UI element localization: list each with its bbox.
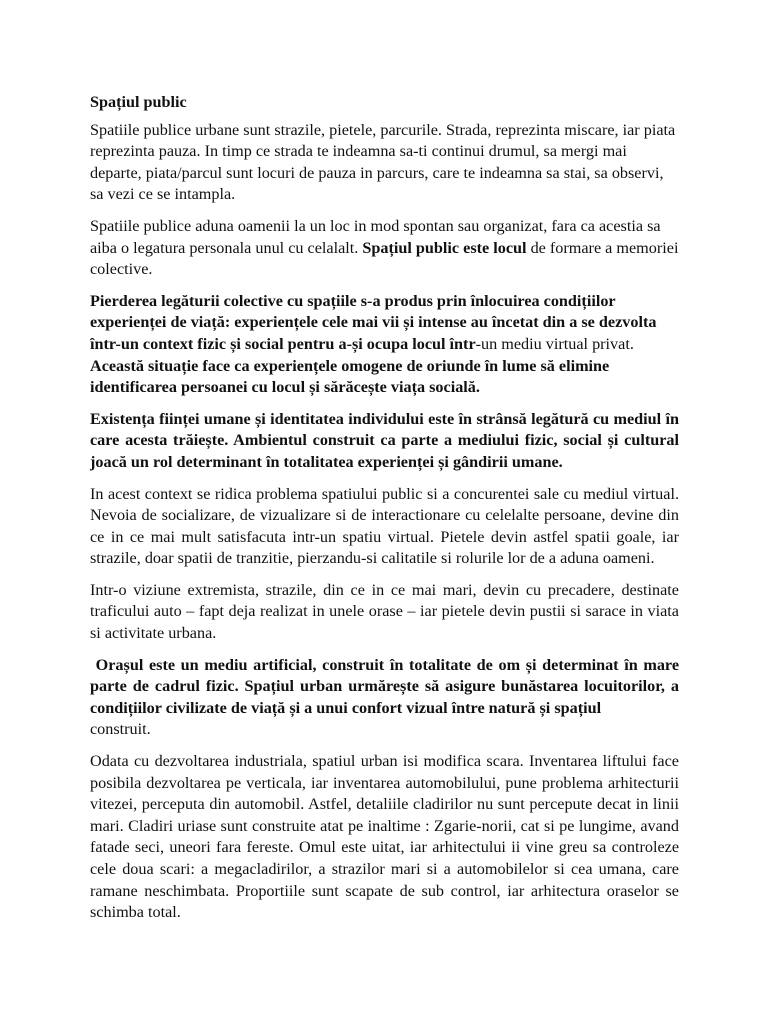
- paragraph-4: Existența ființei umane și identitatea individului este în strânsă legătură cu mediul în care acesta trăiește. Ambientul construit ca parte a mediului fizic, social și cultural joacă un rol determinant în totalitatea experienței și gândirii umane.: [90, 409, 679, 471]
- paragraph-2-bold: Spațiul public este locul: [362, 238, 527, 257]
- paragraph-5: In acest context se ridica problema spatiului public si a concurentei sale cu mediul virtual. Nevoia de socializare, de vizualizare si de interactionare cu celelalte persoane, devine din ce in ce mai mult satisfacuta intr-un spatiu virtual. Pietele devin astfel spatii goale, iar strazile, doar spatii de tranzitie, pierzandu-si calitatile si rolurile lor de a aduna oameni.: [90, 484, 679, 568]
- document-title: Spațiul public: [90, 93, 187, 111]
- paragraph-8: Odata cu dezvoltarea industriala, spatiul urban isi modifica scara. Inventarea liftului face posibila dezvoltarea pe verticala, iar inventarea automobilului, pune problema arhitecturii vitezei, perceputa din automobil. Astfel, detaliile cladirilor nu sunt percepute decat in linii mari. Cladiri uriase sunt construite atat pe inaltime : Zgarie-norii, cat si pe lungime, avand fatade seci, uneori fara fereste. Omul este uitat, iar arhitectului ii vine greu sa controleze cele doua scari: a megacladirilor, a strazilor mari si a automobilelor si cea umana, care ramane neschimbata. Proportiile sunt scapate de sub control, iar arhitectura oraselor se schimba total.: [90, 752, 679, 922]
- paragraph-3-regular: -un mediu virtual privat.: [475, 334, 634, 353]
- paragraph-2-text: Spatiile publice aduna oamenii la un loc in mod spontan sau organizat, fara ca acestia sa aiba o legatura personala unul cu celalalt.: [90, 216, 661, 257]
- paragraph-7-bold: Orașul este un mediu artificial, construit în totalitate de om și determinat în mare parte de cadrul fizic. Spațiul urban urmărește să asigure bunăstarea locuitorilor, a condițiilor civilizate de viață și a unui confort vizual între natură și spațiul: [90, 655, 684, 717]
- paragraph-2-end: de formare a memoriei colective.: [90, 238, 679, 279]
- paragraph-1: Spatiile publice urbane sunt strazile, pietele, parcurile. Strada, reprezinta miscare, iar piata reprezinta pauza. In timp ce strada te indeamna sa-ti continui drumul, sa mergi mai departe, piata/parcul sunt locuri de pauza in parcurs, care te indeamna sa stai, sa observi, sa vezi ce se intampla.: [90, 120, 676, 204]
- paragraph-7: [90, 655, 684, 741]
- paragraph-3: [90, 291, 679, 399]
- paragraph-2: [90, 216, 679, 281]
- document-page: [90, 92, 684, 934]
- paragraph-6: Intr-o viziune extremista, strazile, din ce in ce mai mari, devin cu precadere, destinate traficului auto – fapt deja realizat in unele orase – iar pietele devin pustii si sarace in viata si activitate urbana.: [90, 580, 679, 643]
- paragraph-7-end: construit.: [90, 720, 151, 739]
- paragraph-3-bold-end: Această situație face ca experiențele omogene de oriunde în lume să elimine identificarea persoanei cu locul și sărăcește viața socială.: [90, 356, 610, 397]
- paragraph-3-bold: Pierderea legăturii colective cu spațiile s-a produs prin înlocuirea condițiilor experienței de viață: experiențele cele mai vii și intense au încetat din a se dezvolta într-un context fizic și social pentru a-și ocupa locul într: [90, 291, 657, 353]
